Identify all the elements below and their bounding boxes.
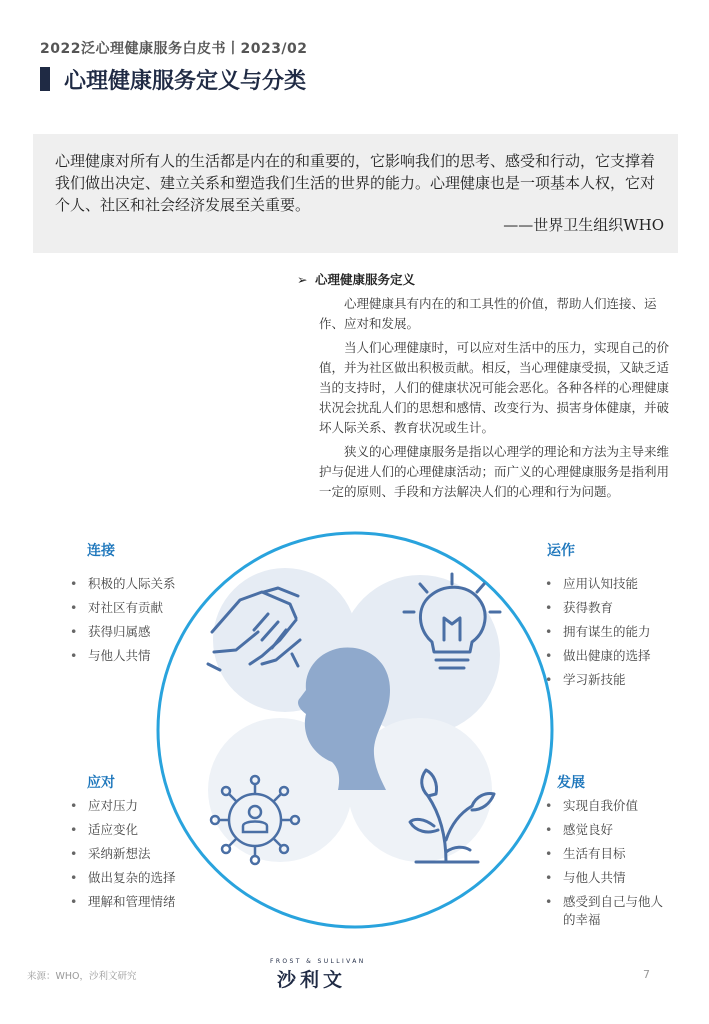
list-item: • 应对压力 bbox=[70, 794, 210, 818]
page-number: 7 bbox=[643, 968, 650, 981]
category-title-flourish: 发展 bbox=[557, 775, 585, 791]
category-list-function bbox=[545, 572, 685, 692]
category-list-flourish bbox=[545, 797, 675, 935]
footer-source: 来源：WHO，沙利文研究 bbox=[27, 971, 137, 982]
definition-heading-text: 心理健康服务定义 bbox=[315, 272, 416, 287]
list-item: • 获得归属感 bbox=[70, 620, 210, 644]
list-item: • 学习新技能 bbox=[545, 668, 685, 692]
definition-paragraph: 当人们心理健康时，可以应对生活中的压力，实现自己的价值，并为社区做出积极贡献。相反，当心理健康受损，又缺乏适当的支持时，人们的健康状况可能会恶化。各种各样的心理健康状况会扰乱人们的思想和感情、改变行为、损害身体健康，并破坏人际关系、教育状况或生计。 bbox=[319, 340, 670, 435]
section-title: 心理健康服务定义与分类 bbox=[64, 69, 307, 94]
footer-logo-small: FROST & SULLIVAN bbox=[270, 958, 366, 965]
category-title-cope: 应对 bbox=[87, 775, 115, 791]
list-item: • 理解和管理情绪 bbox=[70, 890, 210, 914]
list-item: • 生活有目标 bbox=[545, 845, 675, 863]
list-item: • 应用认知技能 bbox=[545, 572, 685, 596]
category-list-connect bbox=[70, 572, 210, 668]
footer-logo: 沙利文 bbox=[277, 969, 347, 991]
list-item: • 拥有谋生的能力 bbox=[545, 620, 685, 644]
list-item: • 与他人共情 bbox=[545, 869, 675, 887]
list-item: • 获得教育 bbox=[545, 596, 685, 620]
list-item: • 实现自我价值 bbox=[545, 797, 675, 815]
doc-title: 2022泛心理健康服务白皮书丨2023/02 bbox=[40, 41, 308, 57]
category-title-connect: 连接 bbox=[87, 543, 115, 559]
list-item: • 与他人共情 bbox=[70, 644, 210, 668]
list-item: • 适应变化 bbox=[70, 818, 210, 842]
bullet-arrow-icon: ➢ bbox=[297, 272, 308, 287]
list-item: • 做出复杂的选择 bbox=[70, 866, 210, 890]
list-item: • 采纳新想法 bbox=[70, 842, 210, 866]
list-item: • 感觉良好 bbox=[545, 821, 675, 839]
definition-paragraph: 狭义的心理健康服务是指以心理学的理论和方法为主导来维护与促进人们的心理健康活动；而广义的心理健康服务是指利用一定的原则、手段和方法解决人们的心理和行为问题。 bbox=[319, 444, 670, 499]
quote-text: 心理健康对所有人的生活都是内在的和重要的，它影响我们的思考、感受和行动，它支撑着我们做出决定、建立关系和塑造我们生活的世界的能力。心理健康也是一项基本人权，它对个人、社区和社会经济发展至关重要。 bbox=[55, 152, 656, 214]
list-item: • 对社区有贡献 bbox=[70, 596, 210, 620]
list-item: • 感受到自己与他人的幸福 bbox=[545, 893, 675, 929]
list-item: • 做出健康的选择 bbox=[545, 644, 685, 668]
quote-source: ——世界卫生组织WHO bbox=[503, 216, 664, 234]
definition-paragraph: 心理健康具有内在的和工具性的价值，帮助人们连接、运作、应对和发展。 bbox=[319, 296, 657, 331]
list-item: • 积极的人际关系 bbox=[70, 572, 210, 596]
category-title-function: 运作 bbox=[547, 543, 575, 559]
category-list-cope bbox=[70, 794, 210, 914]
